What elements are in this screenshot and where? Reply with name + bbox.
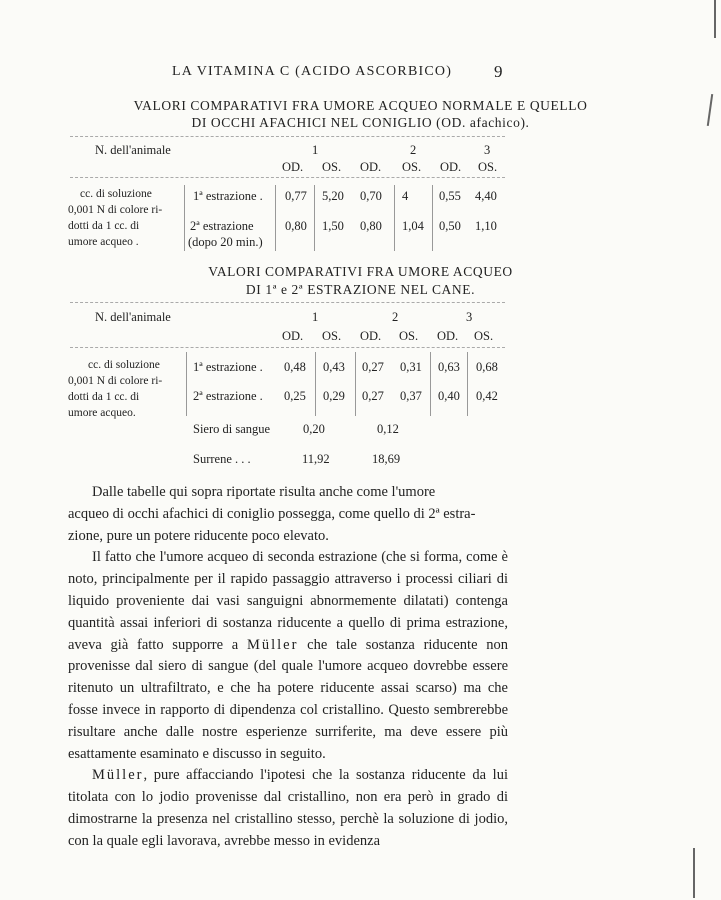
table2-r1-v6: 0,68 [476,360,498,374]
table1-eye-os3: OS. [478,160,498,174]
table2-animal-2: 2 [392,310,399,324]
scan-mark [693,848,695,898]
p3-text: , pure affacciando l'ipotesi che la sostanza riducente da lui titolata con lo jodio provenisse dal cristallino, non era però in grado di dimostrarne la presenza nel cristallino stesso, perchè la soluzione di jodio, con la quale egli lavorava, avrebbe messo in evidenza [68,767,508,849]
table1-divider [432,185,433,251]
table1-r2-v6: 1,10 [475,219,497,233]
table1-caption-line2: DI OCCHI AFACHICI NEL CONIGLIO (OD. afachico). [191,115,530,130]
table2-row2-label: 2ª estrazione . [193,389,263,403]
table1-divider [394,185,395,251]
table2-divider [315,352,316,416]
author-name: Müller [92,767,144,784]
table2-divider [355,352,356,416]
table2-divider [186,352,187,416]
table1-r1-v4: 4 [402,189,409,203]
p1-line3: zione, pure un potere riducente poco elevato. [68,527,329,544]
table2-caption-line2: DI 1ª e 2ª ESTRAZIONE NEL CANE. [245,282,476,297]
table1-divider [314,185,315,251]
table2-caption-line1: VALORI COMPARATIVI FRA UMORE ACQUEO [208,264,513,279]
table1-row2-label-extra: (dopo 20 min.) [188,235,263,249]
table1-r2-v1: 0,80 [285,219,307,233]
body-text [68,482,508,853]
table1-header-rule [70,177,505,178]
paragraph-1 [68,482,508,547]
table1-r1-v6: 4,40 [475,189,497,203]
table2-r2-v5: 0,40 [438,389,460,403]
table1-r2-v2: 1,50 [322,219,344,233]
paragraph-3 [68,765,508,852]
table2-r1-v3: 0,27 [362,360,384,374]
table2-eye-os1: OS. [322,329,342,343]
p1-line1: Dalle tabelle qui sopra riportate risulta anche come l'umore [92,484,436,500]
table1-desc-line1: cc. di soluzione [80,188,152,200]
table2-r1-v4: 0,31 [400,360,422,374]
table1-divider [184,185,185,251]
table2-eye-os2: OS. [399,329,419,343]
p1-line2: acqueo di occhi afachici di coniglio possegga, come quello di 2ª estra- [68,505,476,522]
table2-r1-v5: 0,63 [438,360,460,374]
table1-desc-line3: dotti da 1 cc. di [68,220,140,232]
table2-extra2-v2: 18,69 [372,452,401,466]
table1-r1-v5: 0,55 [439,189,461,203]
table2-r2-v4: 0,37 [400,389,422,403]
table2-row1-label: 1ª estrazione . [193,360,263,374]
table1-caption-line1: VALORI COMPARATIVI FRA UMORE ACQUEO NORMALE E QUELLO [133,98,588,113]
page-header [0,62,721,86]
table2-r2-v3: 0,27 [362,389,384,403]
table1-eye-os2: OS. [402,160,422,174]
table1-r2-v4: 1,04 [402,219,424,233]
table2-eye-od2: OD. [360,329,382,343]
table1-eye-os1: OS. [322,160,342,174]
table2-desc-line4: umore acqueo. [68,407,136,419]
table2-extra1-v2: 0,12 [377,422,399,436]
table2-eye-od1: OD. [282,329,304,343]
table2-extra1-v1: 0,20 [303,422,325,436]
table2-eye-os3: OS. [474,329,494,343]
table1-row1-label: 1ª estrazione . [193,189,263,203]
table2-top-rule [70,302,505,303]
table1-r1-v3: 0,70 [360,189,382,203]
table2-eye-od3: OD. [437,329,459,343]
table1-desc-line4: umore acqueo . [68,236,139,248]
table1-row2-label: 2ª estrazione [190,219,254,233]
table1-eye-od3: OD. [440,160,462,174]
table2-r2-v2: 0,29 [323,389,345,403]
table2-desc-line1: cc. di soluzione [88,359,160,371]
paragraph-2 [68,547,508,765]
page-number: 9 [494,62,503,81]
table1-animal-label: N. dell'animale [95,143,171,157]
table1-animal-1: 1 [312,143,319,157]
table2-desc-line2: 0,001 N di colore ri- [68,375,163,387]
table1-r1-v2: 5,20 [322,189,344,203]
table2-header-rule [70,347,505,348]
p2-text-b: che tale sostanza riducente non provenisse dal siero di sangue (del quale l'umore acqueo dovrebbe essere ritenuto un ultrafiltrato, e che ha potere riducente assai scarso) ma che fosse invece in rapporto di dipendenza col cristallino. Questo sembrerebbe risultare anche dalle nostre esperienze surriferite, ma deve essere più esattamente esaminato e discusso in seguito. [68,636,508,762]
table2-r1-v1: 0,48 [284,360,306,374]
author-name: Müller [246,636,299,653]
table1-r1-v1: 0,77 [285,189,307,203]
table2-divider [467,352,468,416]
table2-animal-label: N. dell'animale [95,310,171,324]
table2-r2-v6: 0,42 [476,389,498,403]
table1-r2-v5: 0,50 [439,219,461,233]
table2-divider [430,352,431,416]
table2-desc-line3: dotti da 1 cc. di [68,391,140,403]
table1-desc-line2: 0,001 N di colore ri- [68,204,163,216]
table1-top-rule [70,136,505,137]
table1-r2-v3: 0,80 [360,219,382,233]
table2-animal-1: 1 [312,310,319,324]
table2-extra2-label: Surrene . . . [193,452,251,466]
table2-extra1-label: Siero di sangue [193,422,271,436]
table2-extra2-v1: 11,92 [302,452,330,466]
table2-animal-3: 3 [466,310,473,324]
table1-eye-od2: OD. [360,160,382,174]
p2-text-a: Il fatto che l'umore acqueo di seconda estrazione (che si forma, come è noto, principalmente per il rapido passaggio attraverso i processi ciliari di liquido proveniente dai vasi sanguigni abnormemente dilatati) contenga quantità assai inferiori di sostanza riducente a quello di prima estrazione, aveva già fatto supporre a [68,549,508,653]
table2-r1-v2: 0,43 [323,360,345,374]
table2-r2-v1: 0,25 [284,389,306,403]
scan-mark [714,0,716,38]
running-title: LA VITAMINA C (ACIDO ASCORBICO) [172,64,453,79]
table1-eye-od1: OD. [282,160,304,174]
table1-divider [275,185,276,251]
table1-animal-2: 2 [410,143,417,157]
table1-animal-3: 3 [484,143,491,157]
